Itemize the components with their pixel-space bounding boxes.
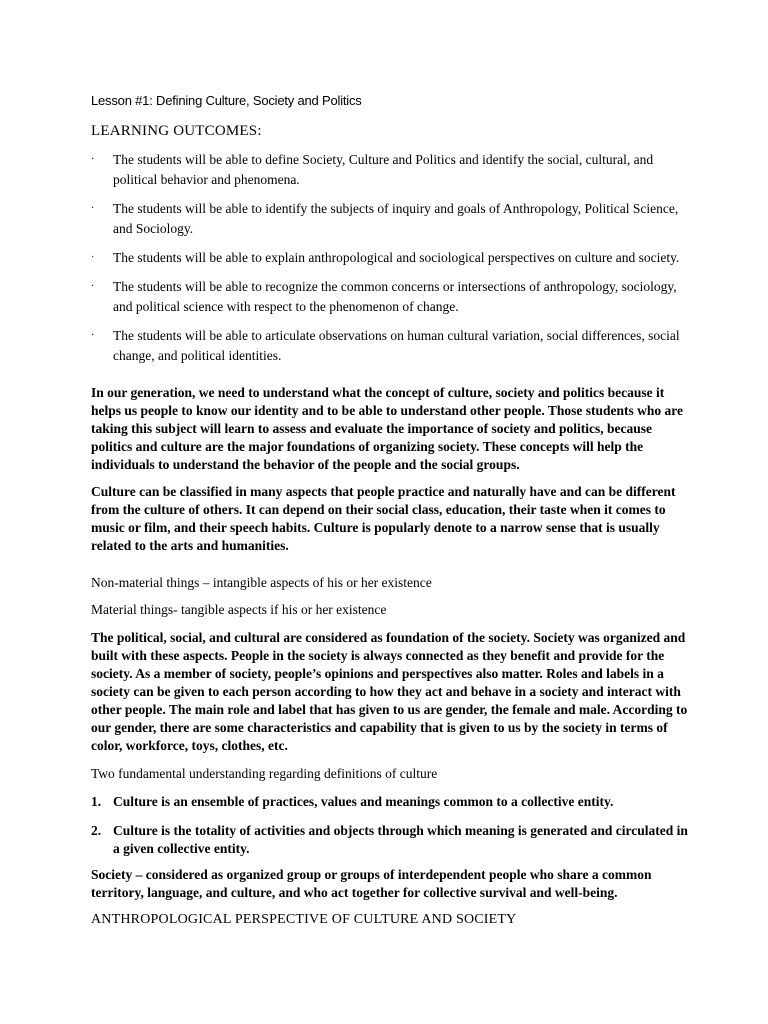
two-fundamental-heading: Two fundamental understanding regarding definitions of culture: [91, 766, 438, 781]
learning-outcomes-heading: LEARNING OUTCOMES:: [91, 123, 262, 139]
definition-item: [91, 822, 691, 858]
bullet-icon: ·: [91, 252, 95, 263]
bullet-icon: ·: [91, 281, 95, 292]
definition-item: [91, 793, 691, 811]
outcome-text: The students will be able to explain anthropological and sociological perspectives on culture and society.: [113, 250, 680, 265]
definition-text: Culture is an ensemble of practices, values and meanings common to a collective entity.: [113, 794, 614, 809]
anthropological-perspective-heading: ANTHROPOLOGICAL PERSPECTIVE OF CULTURE AND SOCIETY: [91, 912, 517, 927]
outcome-item: [91, 199, 691, 239]
non-material-line: Non-material things – intangible aspects of his or her existence: [91, 575, 432, 590]
culture-definitions-list: [91, 793, 691, 869]
list-number: 1.: [91, 794, 102, 809]
outcome-text: The students will be able to recognize the common concerns or intersections of anthropology, sociology, and political science with respect to the phenomenon of change.: [113, 279, 677, 314]
bullet-icon: ·: [91, 203, 95, 214]
intro-paragraph: In our generation, we need to understand what the concept of culture, society and politics because it helps us people to know our identity and to be able to understand other people. Those students who are taking this subject will learn to assess and evaluate the importance of society and politics, because politics and culture are the major foundations of organizing society. These concepts will help the individuals to understand the behavior of the people and the social groups.: [91, 385, 683, 472]
lesson-title: Lesson #1: Defining Culture, Society and Politics: [91, 93, 362, 108]
outcome-item: [91, 150, 691, 190]
society-definition-paragraph: [91, 866, 691, 902]
outcome-text: The students will be able to identify the subjects of inquiry and goals of Anthropology, Political Science, and Sociology.: [113, 201, 679, 236]
bullet-icon: ·: [91, 330, 95, 341]
learning-outcomes-list: [91, 150, 691, 375]
bullet-icon: ·: [91, 154, 95, 165]
definition-text: Culture is the totality of activities and objects through which meaning is generated and circulated in a given collective entity.: [113, 823, 688, 856]
outcome-text: The students will be able to articulate observations on human cultural variation, social differences, social change, and political identities.: [113, 328, 680, 363]
culture-paragraph: Culture can be classified in many aspects that people practice and naturally have and can be different from the culture of others. It can depend on their social class, education, their taste when it comes to music or film, and their speech habits. Culture is popularly denote to a narrow sense that is usually related to the arts and humanities.: [91, 484, 676, 553]
list-number: 2.: [91, 823, 102, 838]
society-definition-text: Society – considered as organized group or groups of interdependent people who share a common territory, language, and culture, and who act together for collective survival and well-being.: [91, 867, 652, 900]
outcome-item: [91, 277, 691, 317]
outcome-text: The students will be able to define Society, Culture and Politics and identify the social, cultural, and political behavior and phenomena.: [113, 152, 654, 187]
outcome-item: [91, 248, 691, 268]
society-foundation-paragraph: The political, social, and cultural are considered as foundation of the society. Society was organized and built with these aspects. People in the society is always connected as they benefit and provide for the society. As a member of society, people’s opinions and perspectives also matter. Roles and labels in a society can be given to each person according to how they act and behave in a society and interact with other people. The main role and label that has given to us are gender, the female and male. According to our gender, there are some characteristics and capability that is given to us by the society in terms of color, workforce, toys, clothes, etc.: [91, 630, 688, 753]
material-line: Material things- tangible aspects if his or her existence: [91, 602, 387, 617]
outcome-item: [91, 326, 691, 366]
